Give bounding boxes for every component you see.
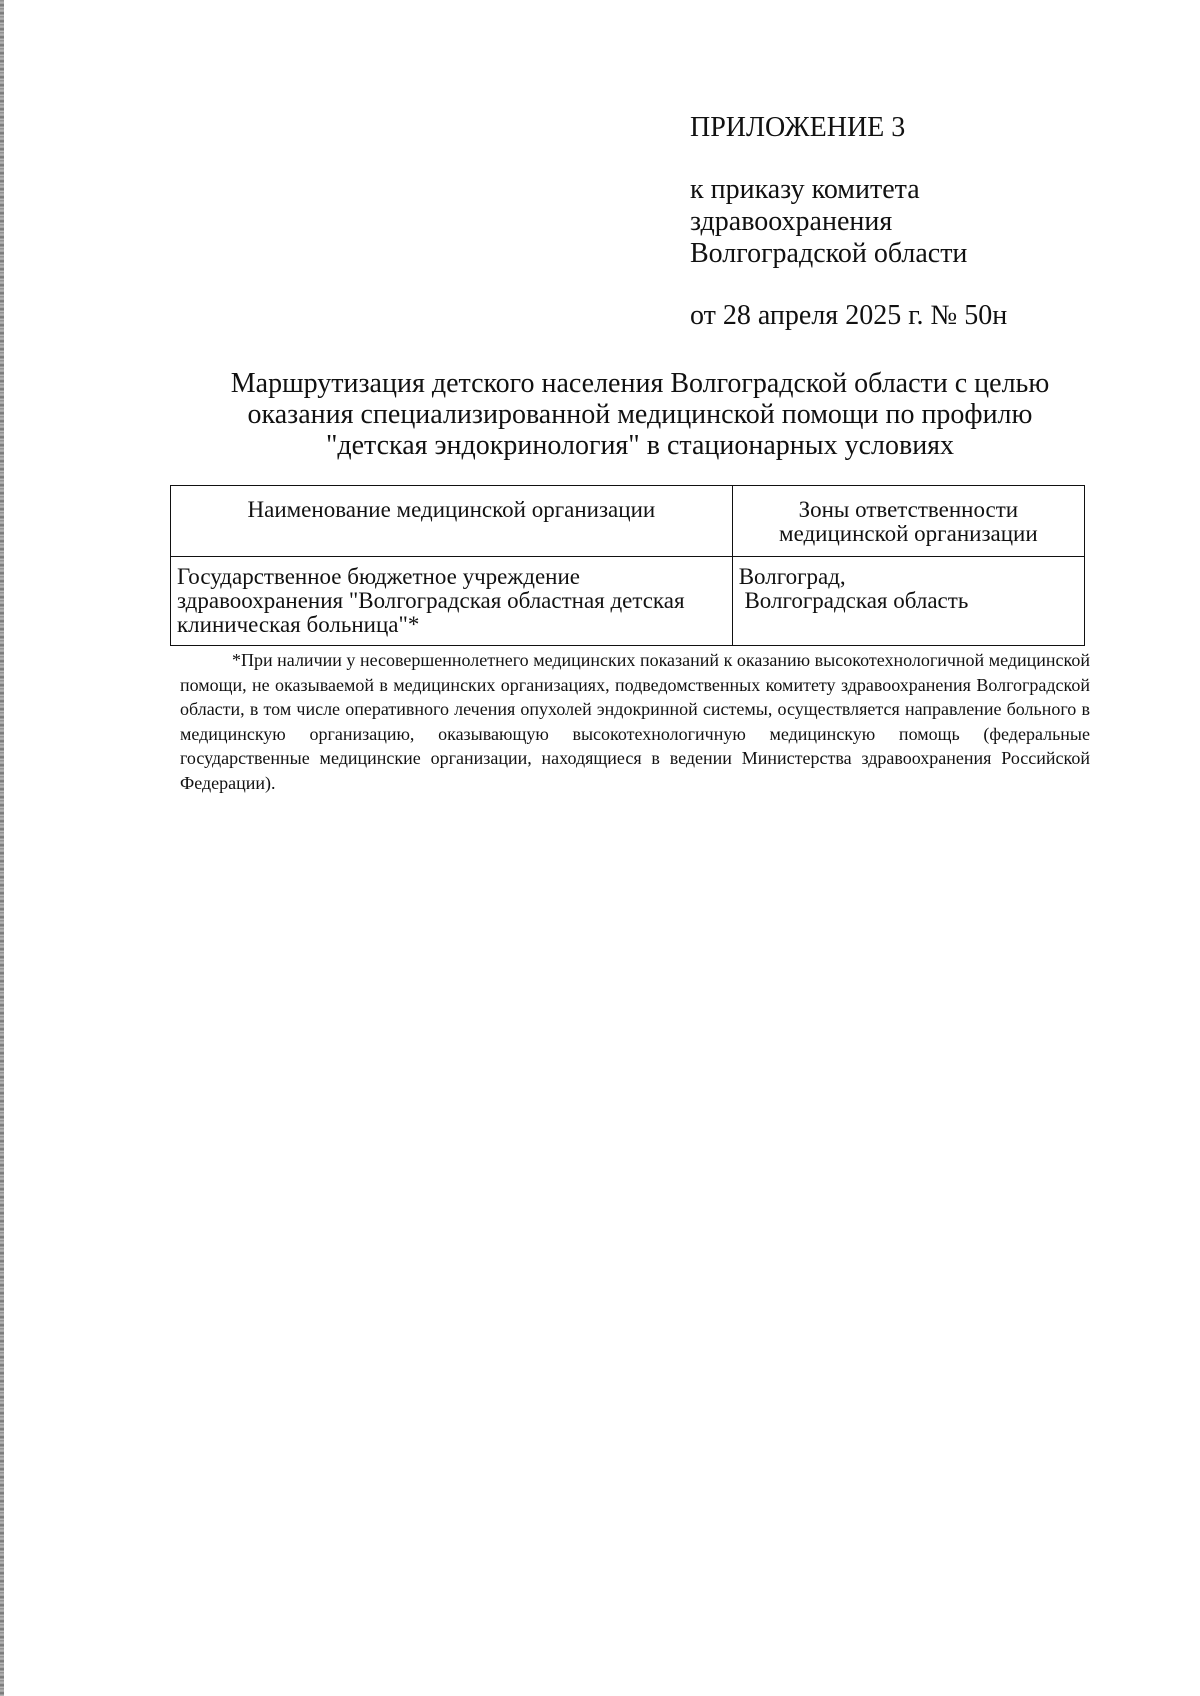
cell-organization	[171, 557, 733, 646]
zone-line: Волгоградская область	[738, 588, 969, 613]
table-row	[171, 557, 1085, 646]
heading-line: Маршрутизация детского населения Волгоградской области с целью	[230, 368, 1050, 399]
appendix-line: к приказу комитета	[690, 174, 920, 205]
header-zone	[732, 486, 1084, 557]
heading-line: "детская эндокринология" в стационарных условиях	[325, 430, 955, 461]
header-zone-line: Зоны ответственности	[798, 497, 1019, 522]
table-header-row	[171, 486, 1085, 557]
header-organization-text: Наименование медицинской организации	[247, 497, 656, 522]
routing-table	[170, 485, 1085, 646]
header-organization	[171, 486, 733, 557]
appendix-block	[690, 112, 1150, 332]
appendix-line: здравоохранения	[690, 206, 893, 237]
zone-line: Волгоград,	[738, 564, 846, 589]
heading-line: оказания специализированной медицинской помощи по профилю	[247, 399, 1033, 430]
cell-zone	[732, 557, 1084, 646]
appendix-line: Волгоградской области	[690, 238, 968, 269]
document-heading	[200, 368, 1080, 461]
header-zone-line: медицинской организации	[779, 521, 1038, 546]
appendix-date: от 28 апреля 2025 г. № 50н	[690, 300, 1008, 331]
organization-line: Государственное бюджетное учреждение	[177, 564, 580, 589]
organization-line: клиническая больница"*	[177, 612, 420, 637]
footnote: *При наличии у несовершеннолетнего медицинских показаний к оказанию высокотехнологичной медицинской помощи, не оказываемой в медицинских организациях, подведомственных комитету здравоохранения Волгоградской области, в том числе оперативного лечения опухолей эндокринной системы, осуществляется направление больного в медицинскую организацию, оказывающую высокотехнологичную медицинскую помощь (федеральные государственные медицинские организации, находящиеся в ведении Министерства здравоохранения Российской Федерации).	[180, 650, 1090, 793]
organization-line: здравоохранения "Волгоградская областная детская	[177, 588, 685, 613]
appendix-title: ПРИЛОЖЕНИЕ 3	[690, 112, 906, 143]
scan-edge	[0, 0, 4, 1696]
